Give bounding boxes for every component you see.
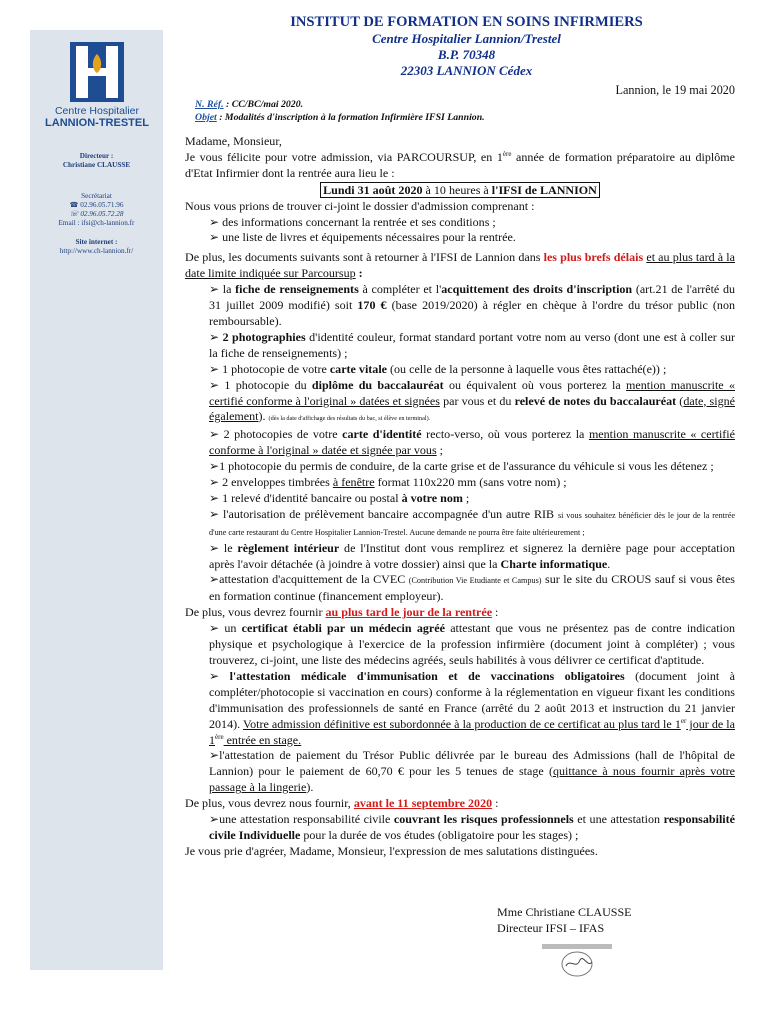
director-name: Christiane CLAUSSE	[62, 161, 131, 169]
list-item: ➢ 1 photocopie de votre carte vitale (ou celle de la personne à laquelle vous êtes rattaché(e)) ;	[209, 361, 667, 376]
list-item: ➢ l'attestation médicale d'immunisation et de vaccinations obligatoires (document joint à compléter/photocopie si vaccination en cours) conforme à la réglementation en vigueur fixant les conditions d'immunisation des professionnels de santé en France (arrêté du 2 août 2013 et instruction du 21 janvier 2014). Votre admission définitive est subordonnée à la production de ce certificat au plus tard le 1er jour de la 1ère entrée en stage.	[209, 668, 736, 747]
letter-date: Lannion, le 19 mai 2020	[615, 83, 735, 97]
secretariat-block	[30, 192, 163, 228]
letterhead	[163, 14, 770, 79]
list-item: ➢ 2 enveloppes timbrées à fenêtre format 110x220 mm (sans votre nom) ;	[209, 475, 567, 490]
secretariat-label: Secrétariat	[81, 192, 112, 200]
reference-value: : CC/BC/mai 2020.	[223, 99, 304, 110]
closing-formula: Je vous prie d'agréer, Madame, Monsieur, l'expression de mes salutations distinguées.	[185, 843, 598, 858]
hospital-logo	[42, 40, 152, 148]
email-address[interactable]: Email : ifsi@ch-lannion.fr	[58, 219, 135, 227]
list-item: ➢ une liste de livres et équipements nécessaires pour la rentrée.	[209, 230, 516, 245]
logo-line-2: LANNION-TRESTEL	[45, 117, 149, 129]
list-item: ➢ 1 photocopie du diplôme du baccalauréat ou équivalent où vous porterez la mention manuscrite « certifié conforme à l'original » datées et signées par vous et du relevé de notes du baccalauréat (date, signé également). (dès la date d'affichage des résultats du bac, si élève en terminal).	[209, 377, 735, 424]
website-link[interactable]: http://www.ch-lannion.fr/	[59, 247, 134, 255]
list-item: ➢ des informations concernant la rentrée et ses conditions ;	[209, 214, 496, 229]
rentree-date-box: Lundi 31 août 2020 à 10 heures à l'IFSI de LANNION	[320, 182, 600, 198]
reference-line	[195, 98, 485, 111]
website-label: Site internet :	[75, 238, 118, 246]
list-item: ➢ la fiche de renseignements à compléter et l'acquittement des droits d'inscription (art.21 de l'arrêté du 31 juillet 2009 modifié) soit 170 € (base 2019/2020) à régler en chèque à l'ordre du trésor public (non remboursable).	[209, 282, 736, 328]
subject-line	[195, 111, 485, 124]
subject-value: : Modalités d'inscription à la formation Infirmière IFSI Lannion.	[216, 112, 485, 123]
postal-address: 22303 LANNION Cédex	[400, 63, 533, 78]
list-item: ➢ 2 photocopies de votre carte d'identité recto-verso, où vous porterez la mention manuscrite « certifié conforme à l'original » datée et signée par vous ;	[209, 427, 735, 458]
salutation: Madame, Monsieur,	[185, 134, 282, 148]
paragraph-dossier: Nous vous prions de trouver ci-joint le dossier d'admission comprenant :	[185, 198, 535, 213]
logo-h-icon	[68, 40, 126, 104]
signature-stamp-icon	[540, 942, 614, 978]
list-item: ➢une attestation responsabilité civile couvrant les risques professionnels et une attestation responsabilité civile Individuelle pour la durée de vos études (obligatoire pour les stages) ;	[209, 812, 735, 842]
phone-number: ☎ 02.96.05.71.96	[69, 201, 124, 209]
fax-number: ☏ 02.96.05.72.28	[69, 210, 124, 218]
list-item: ➢ un certificat établi par un médecin agréé attestant que vous ne présentez pas de contre indication physique et psychologique à l'exercice de la profession infirmière (document joint à compléter) ; vous trouverez, ci-joint, une liste des médecins agréés, seuls habilités à vous délivrer ce certificat d'aptitude.	[209, 621, 735, 667]
director-label: Directeur :	[79, 152, 114, 160]
logo-line-1: Centre Hospitalier	[54, 105, 140, 117]
signatory-title: Directeur IFSI – IFAS	[497, 920, 605, 935]
list-item: ➢ 1 relevé d'identité bancaire ou postal à votre nom ;	[209, 490, 470, 505]
institute-title: INSTITUT DE FORMATION EN SOINS INFIRMIERS	[290, 14, 643, 30]
rentree-date-line	[185, 182, 735, 199]
list-item: ➢attestation d'acquittement de la CVEC (Contribution Vie Etudiante et Campus) sur le site du CROUS sauf si vous êtes en formation continue (financement employeur).	[209, 572, 735, 604]
subject-key: Objet	[195, 112, 217, 123]
hospital-name: Centre Hospitalier Lannion/Trestel	[372, 31, 561, 46]
paragraph-documents: De plus, les documents suivants sont à retourner à l'IFSI de Lannion dans les plus brefs délais et au plus tard à la date limite indiquée sur Parcoursup :	[185, 250, 735, 281]
signature-block	[497, 905, 632, 937]
list-item: ➢ 2 photographies d'identité couleur, format standard portant votre nom au verso (dont une est à coller sur la fiche de renseignements) ;	[209, 329, 735, 360]
reference-key: N. Réf.	[195, 99, 224, 110]
letter-body	[185, 134, 735, 860]
list-item: ➢l'attestation de paiement du Trésor Public délivrée par le bureau des Admissions (hall de l'hôpital de Lannion) pour le paiement de 60,70 € pour les 5 tenues de stage (quittance à nous fournir après votre passage à la lingerie).	[209, 748, 735, 795]
sidebar	[30, 30, 163, 970]
list-item: ➢ l'autorisation de prélèvement bancaire accompagnée d'un autre RIB si vous souhaitez bénéficier dès le jour de la rentrée d'une carte restaurant du Centre Hospitalier Lannion-Trestel. Aucune demande ne pourra être faite ultérieurement ;	[209, 506, 735, 537]
list-item: ➢1 photocopie du permis de conduire, de la carte grise et de l'assurance du véhicule si vous les détenez ;	[209, 459, 714, 474]
list-item: ➢ le règlement intérieur de l'Institut dont vous remplirez et signerez la dernière page pour acceptation après l'avoir détachée (à joindre à votre dossier) ainsi que la Charte informatique.	[209, 540, 735, 571]
paragraph-admission: Je vous félicite pour votre admission, via PARCOURSUP, en 1ère année de formation préparatoire au diplôme d'Etat Infirmier dont la rentrée aura lieu le :	[185, 149, 735, 180]
paragraph-rentree-docs: De plus, vous devrez fournir au plus tard le jour de la rentrée :	[185, 605, 499, 620]
letter-references	[195, 98, 485, 124]
po-box: B.P. 70348	[437, 47, 496, 62]
paragraph-september-docs: De plus, vous devrez nous fournir, avant le 11 septembre 2020 :	[185, 796, 499, 811]
signatory-name: Mme Christiane CLAUSSE	[497, 905, 632, 919]
website-block	[30, 238, 163, 256]
director-block	[30, 152, 163, 170]
